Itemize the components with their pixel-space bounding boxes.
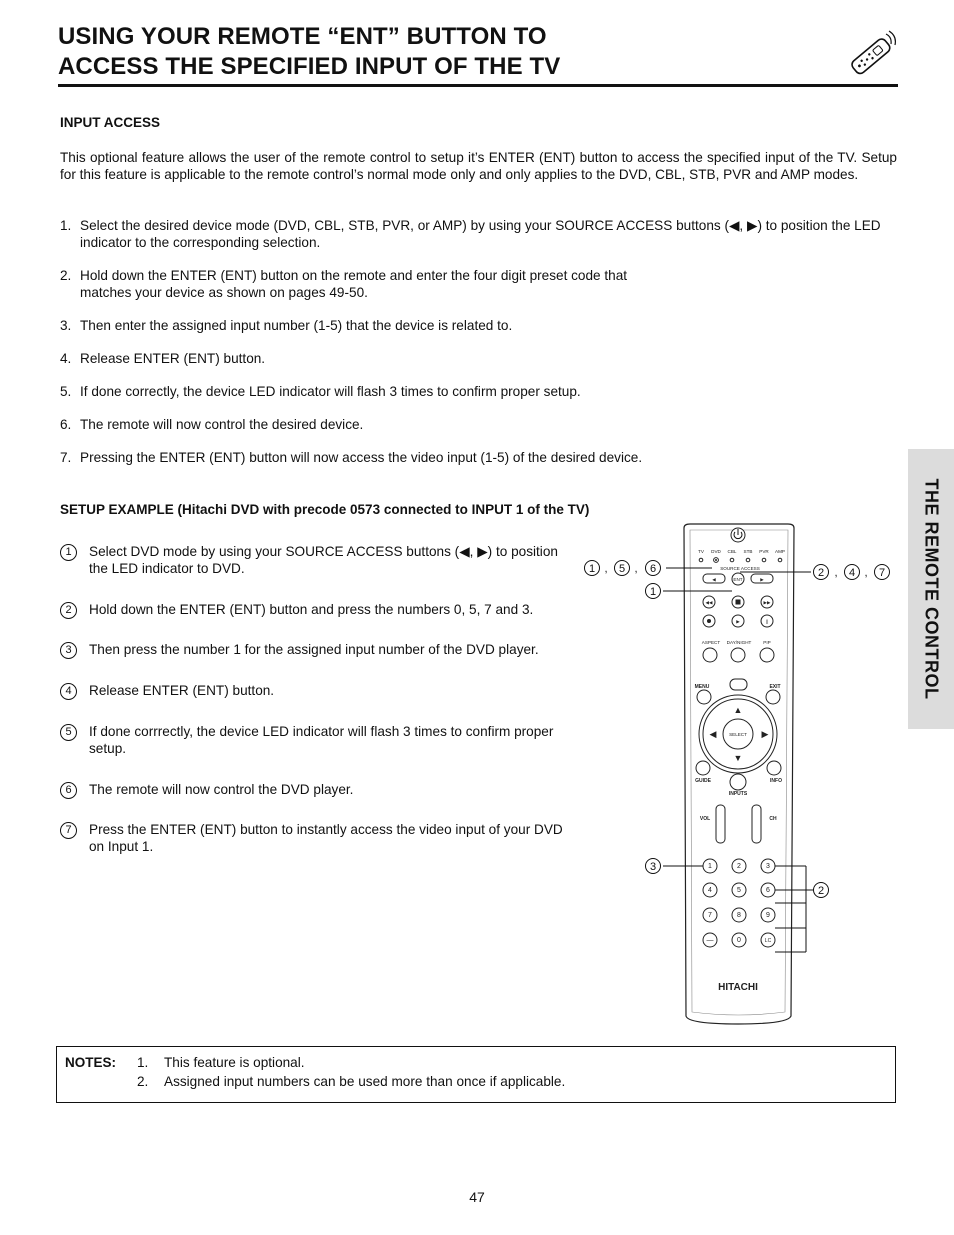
step-number: 5. xyxy=(60,384,72,399)
source-label-stb: STB xyxy=(743,549,753,554)
svg-text:6: 6 xyxy=(766,887,770,894)
svg-text:6: 6 xyxy=(649,563,657,575)
step-text: If done correctly, the device LED indicator will flash 3 times to confirm proper setup. xyxy=(80,384,581,399)
svg-text:,: , xyxy=(834,567,838,579)
svg-text:▶: ▶ xyxy=(760,577,764,582)
svg-text:4: 4 xyxy=(848,567,856,579)
step-number: 6. xyxy=(60,417,72,432)
svg-text:3: 3 xyxy=(766,863,770,870)
circled-number: 1 xyxy=(60,544,77,561)
svg-text:▶▶: ▶▶ xyxy=(763,600,771,605)
step-number: 3. xyxy=(60,318,72,333)
circled-number: 4 xyxy=(60,683,77,700)
example-text: Select DVD mode by using your SOURCE ACCESS buttons (◀, ▶) to position the LED indicator to DVD. xyxy=(89,544,558,576)
svg-text:◀◀: ◀◀ xyxy=(705,600,713,605)
page-title-line-2: ACCESS THE SPECIFIED INPUT OF THE TV xyxy=(58,53,561,80)
step-text: Select the desired device mode (DVD, CBL, STB, PVR, or AMP) by using your SOURCE ACCESS buttons (◀, ▶) to position the LED indicator to the corresponding selection. xyxy=(80,218,881,250)
menu-label: MENU xyxy=(694,684,710,690)
side-tab xyxy=(908,449,954,729)
info-button[interactable] xyxy=(767,761,781,775)
callout-keypad-left xyxy=(646,859,661,874)
svg-text:5: 5 xyxy=(618,563,626,575)
svg-text:2: 2 xyxy=(737,863,741,870)
aspect-label: ASPECT xyxy=(701,640,721,645)
inputs-label: INPUTS xyxy=(728,791,748,797)
remote-control-diagram xyxy=(580,518,900,1028)
example-text: Release ENTER (ENT) button. xyxy=(89,683,275,698)
svg-text:1: 1 xyxy=(649,586,657,598)
svg-text:1: 1 xyxy=(588,563,596,575)
select-label: SELECT xyxy=(729,732,747,737)
source-label-pvr: PVR xyxy=(759,549,769,554)
svg-text:5: 5 xyxy=(737,887,741,894)
note-number: 2. xyxy=(137,1074,149,1089)
step-item xyxy=(60,317,897,334)
note-item xyxy=(137,1074,565,1089)
svg-text:4: 4 xyxy=(708,887,712,894)
step-item xyxy=(60,217,897,251)
svg-text:▼: ▼ xyxy=(733,753,743,763)
side-tab-label: THE REMOTE CONTROL xyxy=(921,478,942,700)
circled-number: 7 xyxy=(60,822,77,839)
pip-button[interactable] xyxy=(760,648,774,662)
step-text: Release ENTER (ENT) button. xyxy=(80,351,266,366)
step-text: Pressing the ENTER (ENT) button will now access the video input (1-5) of the desired device. xyxy=(80,450,643,465)
note-text: Assigned input numbers can be used more than once if applicable. xyxy=(164,1074,566,1089)
note-item xyxy=(137,1055,305,1070)
callout-keypad-right xyxy=(806,883,829,898)
step-item xyxy=(60,267,680,301)
step-item xyxy=(60,449,897,466)
pip-label: PIP xyxy=(763,640,771,645)
svg-text:—: — xyxy=(706,937,714,944)
guide-label: GUIDE xyxy=(695,778,711,784)
circled-number: 6 xyxy=(60,782,77,799)
step-text: Hold down the ENTER (ENT) button on the remote and enter the four digit preset code that matches your device as shown on pages 49-50. xyxy=(80,268,628,300)
svg-text:▶: ▶ xyxy=(736,619,740,624)
svg-text:8: 8 xyxy=(737,912,741,919)
svg-text:7: 7 xyxy=(708,912,712,919)
info-label: INFO xyxy=(770,778,782,784)
svg-text:9: 9 xyxy=(766,912,770,919)
step-number: 1. xyxy=(60,218,72,233)
step-item xyxy=(60,383,897,400)
input-access-steps xyxy=(60,217,897,482)
example-text: If done corrrectly, the device LED indicator will flash 3 times to confirm proper setup. xyxy=(89,724,554,756)
day-night-button[interactable] xyxy=(731,648,745,662)
svg-text:||: || xyxy=(765,619,769,624)
svg-text:▲: ▲ xyxy=(733,705,743,715)
svg-text:2: 2 xyxy=(817,885,825,897)
circled-number: 5 xyxy=(60,724,77,741)
day-night-label: DAY/NIGHT xyxy=(726,640,752,645)
callout-ent xyxy=(646,584,661,599)
step-text: The remote will now control the desired device. xyxy=(80,417,364,432)
callout-top-right xyxy=(814,565,890,580)
step-text: Then enter the assigned input number (1-5) that the device is related to. xyxy=(80,318,513,333)
svg-text:LC: LC xyxy=(764,938,772,944)
guide-button[interactable] xyxy=(696,761,710,775)
svg-text:▶: ▶ xyxy=(761,729,769,739)
notes-box xyxy=(56,1046,896,1103)
step-number: 2. xyxy=(60,268,72,283)
title-divider xyxy=(58,84,898,87)
step-item xyxy=(60,350,897,367)
circled-number: 2 xyxy=(60,602,77,619)
note-number: 1. xyxy=(137,1055,149,1070)
callout-top-left xyxy=(585,561,661,576)
aspect-button[interactable] xyxy=(703,648,717,662)
volume-rocker[interactable] xyxy=(716,805,725,843)
step-item xyxy=(60,416,897,433)
input-access-intro: This optional feature allows the user of the remote control to setup it’s ENTER (ENT) button to access the specified input of the TV. Setup for this feature is applicable to the remote control’s normal mode only and only applies to the DVD, CBL, STB, PVR and AMP modes. xyxy=(60,150,897,182)
source-label-cbl: CBL xyxy=(727,549,737,554)
svg-text:2: 2 xyxy=(817,567,825,579)
favorite-button[interactable] xyxy=(730,679,747,690)
svg-text:◀: ◀ xyxy=(712,577,716,582)
ch-label: CH xyxy=(769,816,777,822)
notes-label: NOTES: xyxy=(65,1055,117,1070)
input-access-heading: INPUT ACCESS xyxy=(60,115,161,130)
example-text: Then press the number 1 for the assigned input number of the DVD player. xyxy=(89,642,539,657)
note-text: This feature is optional. xyxy=(164,1055,305,1070)
setup-example-heading: SETUP EXAMPLE (Hitachi DVD with precode 0573 connected to INPUT 1 of the TV) xyxy=(60,502,590,517)
circled-number: 3 xyxy=(60,642,77,659)
svg-text:3: 3 xyxy=(649,861,657,873)
page-title-line-1: USING YOUR REMOTE “ENT” BUTTON TO xyxy=(58,23,547,50)
svg-text:,: , xyxy=(604,563,608,575)
svg-text:1: 1 xyxy=(708,863,712,870)
source-access-label: SOURCE ACCESS xyxy=(720,566,760,571)
svg-text:◀: ◀ xyxy=(709,729,717,739)
menu-button[interactable] xyxy=(697,690,711,704)
source-label-tv: TV xyxy=(698,549,704,554)
step-number: 7. xyxy=(60,450,72,465)
example-text: Hold down the ENTER (ENT) button and press the numbers 0, 5, 7 and 3. xyxy=(89,602,534,617)
svg-text:,: , xyxy=(864,567,868,579)
example-text: Press the ENTER (ENT) button to instantly access the video input of your DVD on Input 1. xyxy=(89,822,563,854)
inputs-button[interactable] xyxy=(730,774,746,790)
brand-logo: HITACHI xyxy=(718,982,758,993)
remote-control-icon xyxy=(846,28,898,80)
page-title xyxy=(58,22,818,82)
svg-text:,: , xyxy=(634,563,638,575)
channel-rocker[interactable] xyxy=(752,805,761,843)
exit-label: EXIT xyxy=(769,684,781,690)
step-number: 4. xyxy=(60,351,72,366)
source-label-amp: AMP xyxy=(775,549,785,554)
example-text: The remote will now control the DVD player. xyxy=(89,782,354,797)
exit-button[interactable] xyxy=(766,690,780,704)
vol-label: VOL xyxy=(699,816,711,822)
page-number: 47 xyxy=(469,1189,485,1205)
svg-text:7: 7 xyxy=(878,567,886,579)
svg-text:0: 0 xyxy=(737,937,741,944)
ent-label: ENT xyxy=(733,577,743,582)
source-label-dvd: DVD xyxy=(711,549,721,554)
